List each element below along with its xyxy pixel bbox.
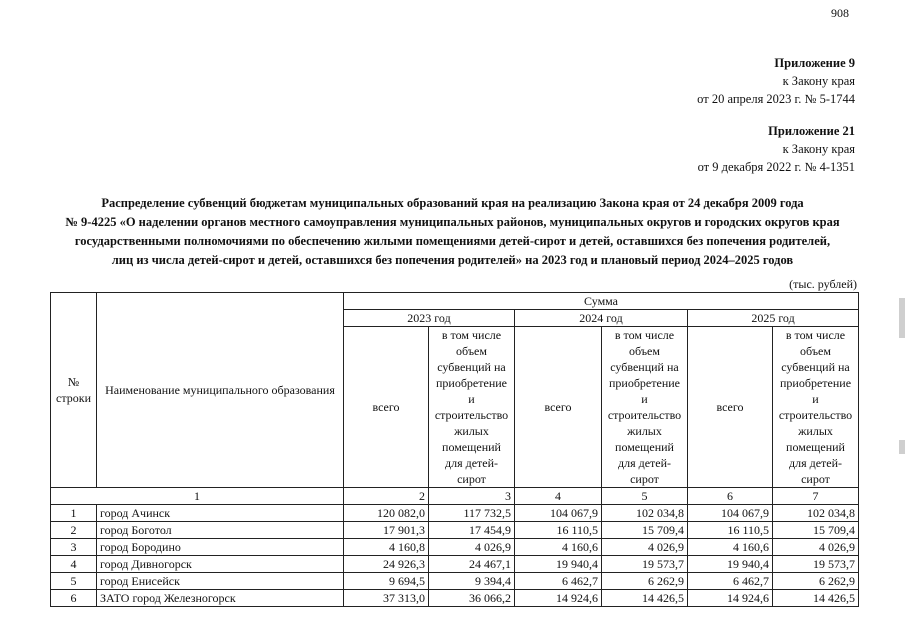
header-row-number: № строки — [51, 293, 97, 488]
row-number: 5 — [51, 573, 97, 590]
value-cell: 14 924,6 — [688, 590, 773, 607]
value-cell: 19 940,4 — [688, 556, 773, 573]
value-cell: 4 026,9 — [773, 539, 859, 556]
appendix-title: Приложение 21 — [768, 124, 855, 138]
value-cell: 102 034,8 — [773, 505, 859, 522]
value-cell: 16 110,5 — [688, 522, 773, 539]
title-line: Распределение субвенций бюджетам муниципальных образований края на реализацию Закона края от 24 декабря 2009 года — [101, 196, 804, 210]
value-cell: 6 462,7 — [688, 573, 773, 590]
value-cell: 4 026,9 — [429, 539, 515, 556]
row-number: 4 — [51, 556, 97, 573]
unit-note: (тыс. рублей) — [789, 277, 857, 291]
value-cell: 14 426,5 — [773, 590, 859, 607]
value-cell: 6 262,9 — [773, 573, 859, 590]
appendix-block-current — [697, 54, 855, 108]
value-cell: 9 694,5 — [344, 573, 429, 590]
municipality-name: город Ачинск — [97, 505, 344, 522]
municipality-name: город Енисейск — [97, 573, 344, 590]
value-cell: 9 394,4 — [429, 573, 515, 590]
value-cell: 19 573,7 — [773, 556, 859, 573]
value-cell: 4 160,6 — [515, 539, 602, 556]
appendix-date-line: от 9 декабря 2022 г. № 4-1351 — [697, 160, 855, 174]
municipality-name: город Боготол — [97, 522, 344, 539]
subsidy-table — [50, 292, 859, 607]
row-number: 1 — [51, 505, 97, 522]
value-cell: 14 924,6 — [515, 590, 602, 607]
table-row — [51, 522, 859, 539]
column-number: 2 — [344, 488, 429, 505]
value-cell: 104 067,9 — [688, 505, 773, 522]
value-cell: 6 262,9 — [602, 573, 688, 590]
header-municipality-name: Наименование муниципального образования — [97, 293, 344, 488]
header-year-2023: 2023 год — [344, 310, 515, 327]
header-included: в том числе объем субвенций на приобретение и строительство жилых помещений для детей-сирот — [429, 327, 515, 488]
header-included: в том числе объем субвенций на приобретение и строительство жилых помещений для детей-сирот — [602, 327, 688, 488]
appendix-law-line: к Закону края — [782, 142, 855, 156]
title-line: № 9-4225 «О наделении органов местного самоуправления муниципальных районов, муниципальных округов и городских округов края — [65, 215, 840, 229]
appendix-title: Приложение 9 — [774, 56, 855, 70]
title-line: государственными полномочиями по обеспечению жилыми помещениями детей-сирот и детей, оставшихся без попечения родителей, — [74, 234, 831, 248]
table-row — [51, 573, 859, 590]
value-cell: 104 067,9 — [515, 505, 602, 522]
column-number: 7 — [773, 488, 859, 505]
value-cell: 4 026,9 — [602, 539, 688, 556]
document-title — [40, 194, 865, 270]
scan-edge-mark — [899, 298, 905, 338]
column-number: 6 — [688, 488, 773, 505]
appendix-law-line: к Закону края — [782, 74, 855, 88]
value-cell: 6 462,7 — [515, 573, 602, 590]
table-row — [51, 539, 859, 556]
value-cell: 15 709,4 — [602, 522, 688, 539]
page-number: 908 — [831, 6, 849, 20]
appendix-block-original — [698, 122, 855, 176]
column-number: 1 — [51, 488, 344, 505]
value-cell: 15 709,4 — [773, 522, 859, 539]
value-cell: 117 732,5 — [429, 505, 515, 522]
table-row — [51, 505, 859, 522]
title-line: лиц из числа детей-сирот и детей, оставшихся без попечения родителей» на 2023 год и плановый период 2024–2025 годов — [111, 253, 794, 267]
appendix-date-line: от 20 апреля 2023 г. № 5-1744 — [697, 92, 855, 106]
value-cell: 17 454,9 — [429, 522, 515, 539]
municipality-name: ЗАТО город Железногорск — [97, 590, 344, 607]
value-cell: 19 940,4 — [515, 556, 602, 573]
table-row — [51, 556, 859, 573]
header-total: всего — [344, 327, 429, 488]
scan-edge-mark — [899, 440, 905, 454]
value-cell: 24 467,1 — [429, 556, 515, 573]
header-sum: Сумма — [344, 293, 859, 310]
value-cell: 102 034,8 — [602, 505, 688, 522]
value-cell: 37 313,0 — [344, 590, 429, 607]
municipality-name: город Бородино — [97, 539, 344, 556]
row-number: 3 — [51, 539, 97, 556]
column-number: 5 — [602, 488, 688, 505]
value-cell: 36 066,2 — [429, 590, 515, 607]
row-number: 2 — [51, 522, 97, 539]
value-cell: 4 160,6 — [688, 539, 773, 556]
header-total: всего — [515, 327, 602, 488]
column-number: 3 — [429, 488, 515, 505]
column-number: 4 — [515, 488, 602, 505]
table-row — [51, 590, 859, 607]
municipality-name: город Дивногорск — [97, 556, 344, 573]
value-cell: 24 926,3 — [344, 556, 429, 573]
value-cell: 16 110,5 — [515, 522, 602, 539]
header-included: в том числе объем субвенций на приобретение и строительство жилых помещений для детей-сирот — [773, 327, 859, 488]
header-year-2025: 2025 год — [688, 310, 859, 327]
value-cell: 14 426,5 — [602, 590, 688, 607]
value-cell: 19 573,7 — [602, 556, 688, 573]
row-number: 6 — [51, 590, 97, 607]
value-cell: 4 160,8 — [344, 539, 429, 556]
value-cell: 17 901,3 — [344, 522, 429, 539]
header-total: всего — [688, 327, 773, 488]
header-year-2024: 2024 год — [515, 310, 688, 327]
value-cell: 120 082,0 — [344, 505, 429, 522]
